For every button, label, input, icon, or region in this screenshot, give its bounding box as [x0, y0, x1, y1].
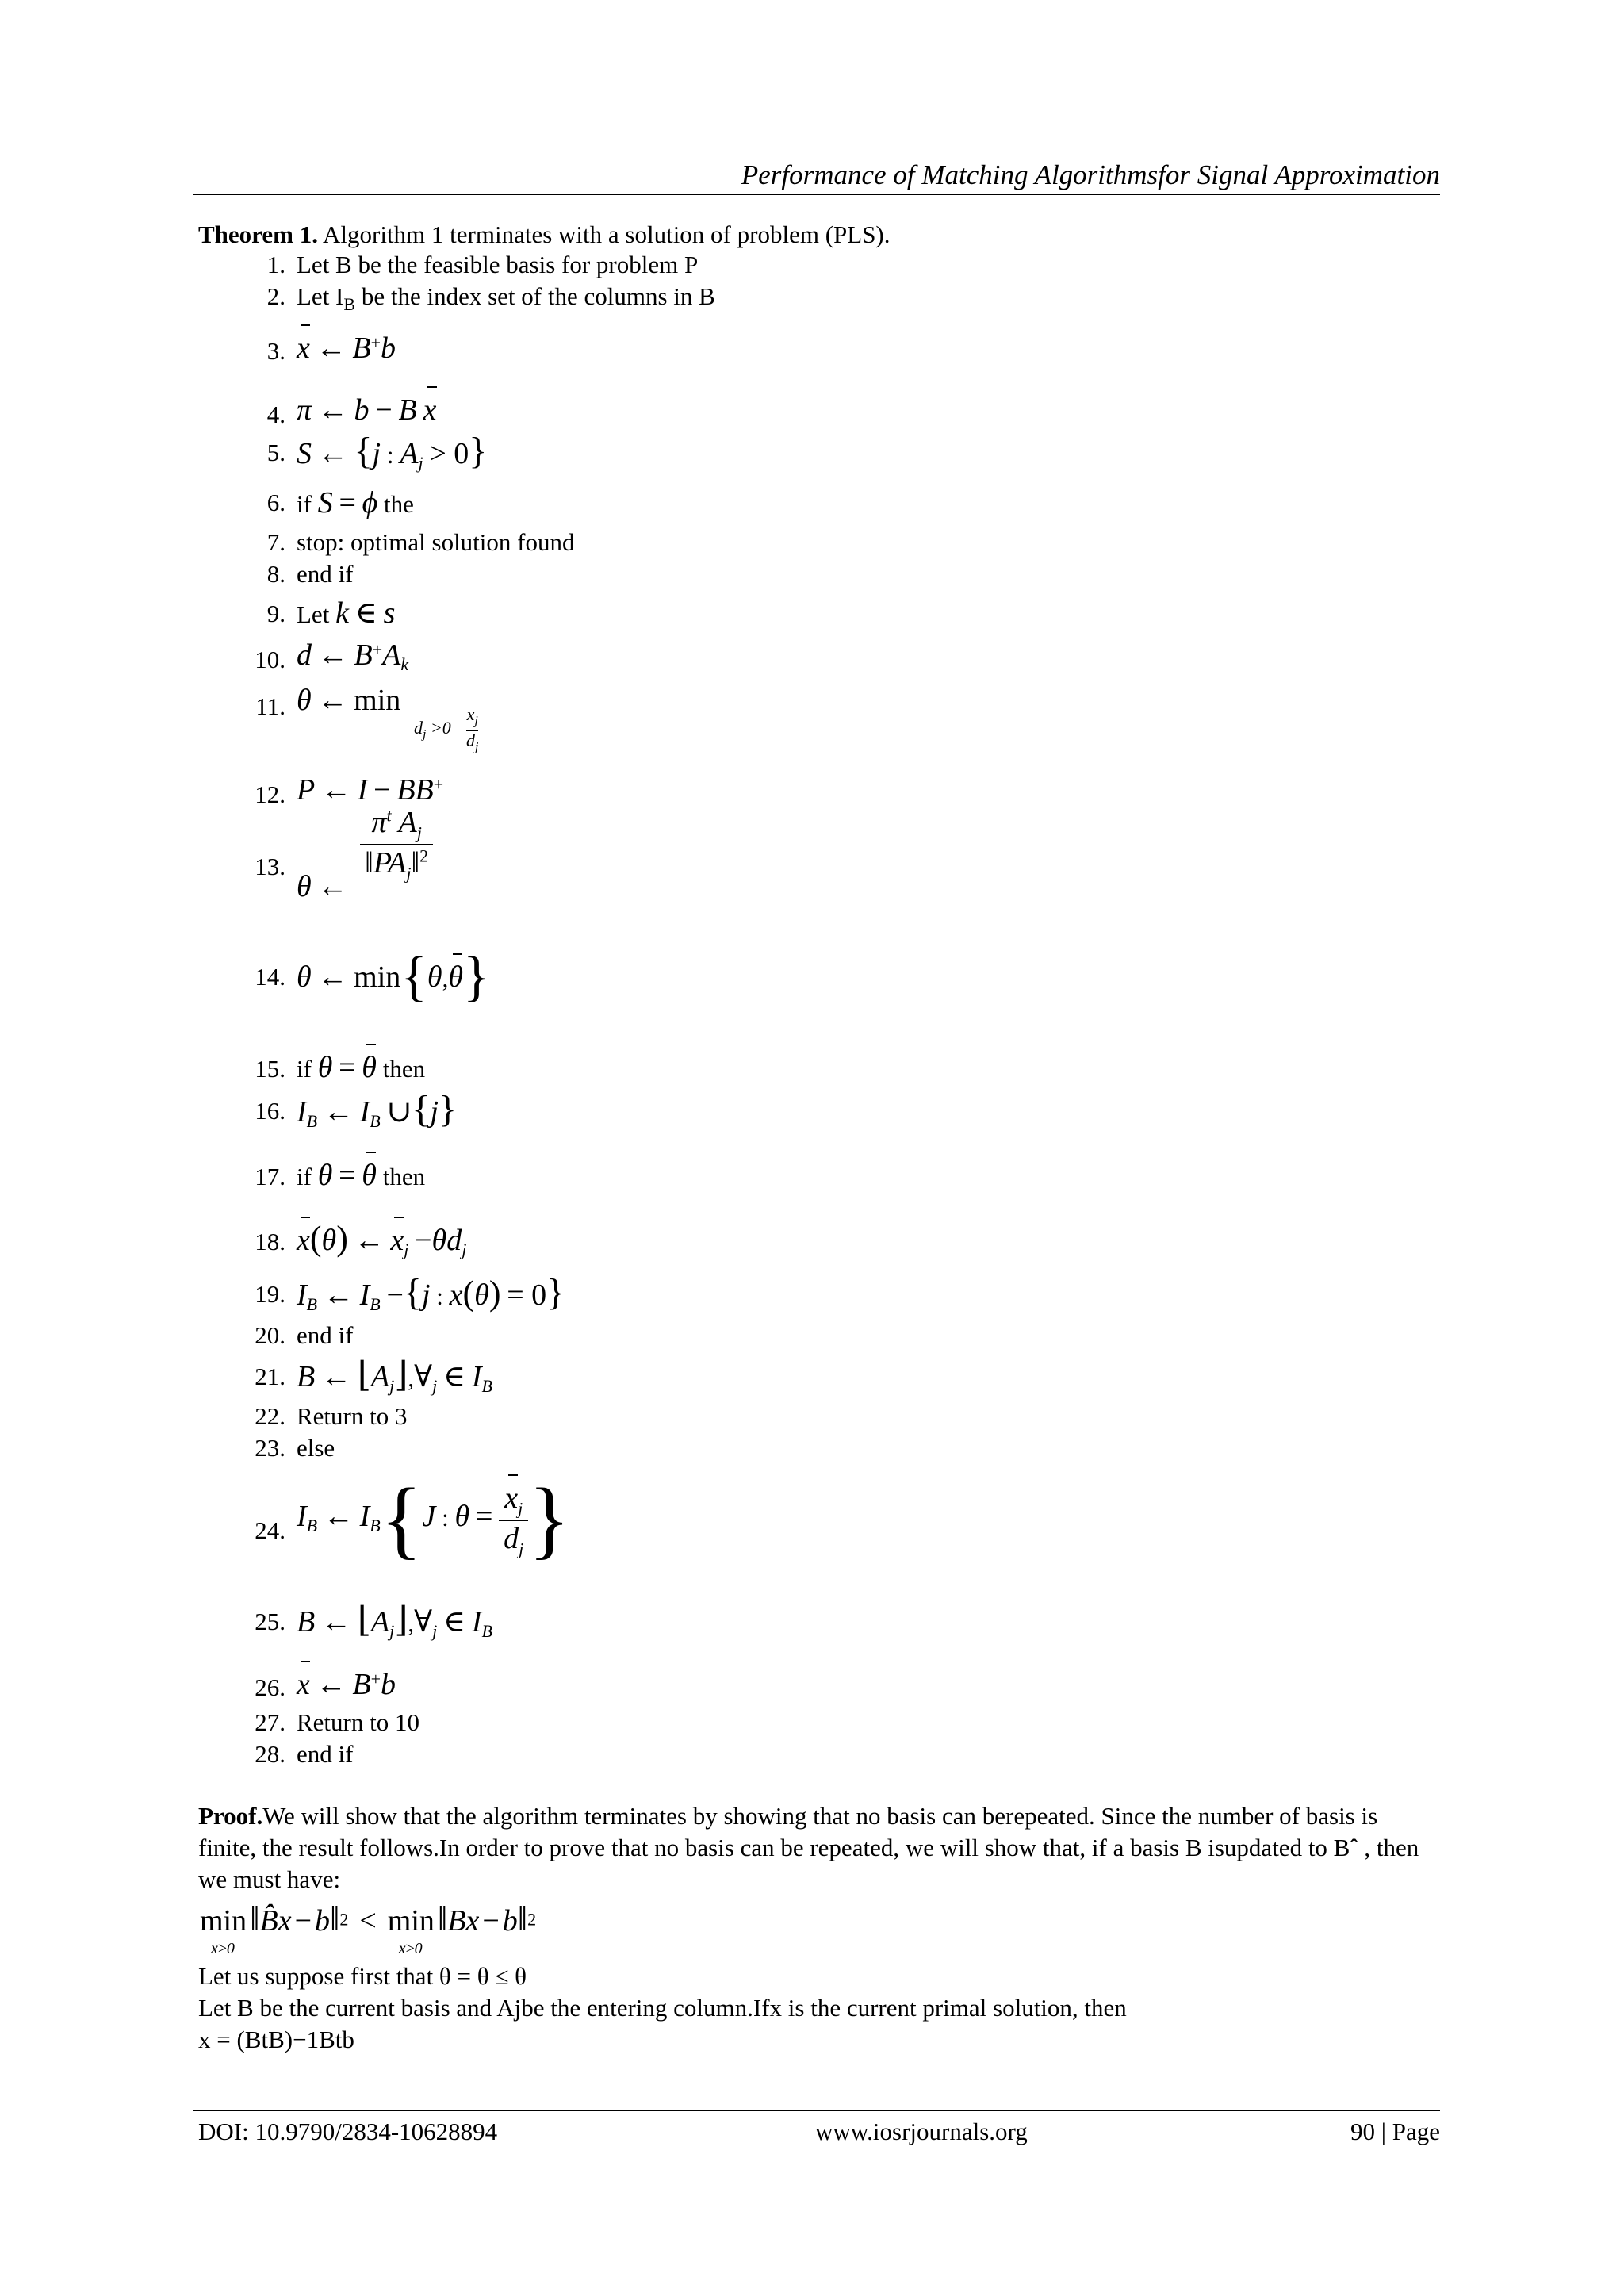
- proof-line-4: x = (BtB)−1Btb: [198, 2026, 354, 2053]
- step-number: 15.: [255, 1055, 285, 1083]
- theorem-statement: [198, 219, 891, 251]
- footer-rule: [193, 2110, 1440, 2111]
- header-rule: [193, 194, 1440, 195]
- step-text: if S = ϕ the: [297, 486, 414, 519]
- step-text-post: then: [376, 1055, 426, 1083]
- step-text: end if: [297, 560, 354, 588]
- step-text-post: be the index set of the columns in B: [355, 282, 715, 310]
- step-number: 22.: [255, 1402, 285, 1430]
- step-formula: π ← b − B x: [297, 393, 437, 427]
- step-number: 7.: [266, 528, 285, 556]
- step-number: 8.: [266, 560, 285, 588]
- step-formula: $I_B$ ← $I_B\{J$ : θ = $\frac{x_j}{d_j}$ }: [297, 1470, 571, 1567]
- proof-line-2: Let us suppose first that θ = θ ≤ θ: [198, 1962, 527, 1990]
- step-number: 26.: [255, 1673, 285, 1701]
- step-text-pre: if: [297, 1163, 318, 1190]
- step-text-pre: Let: [297, 600, 336, 628]
- step-formula: x ← B+b: [297, 332, 396, 365]
- step-number: 1.: [266, 251, 285, 278]
- step-number: 18.: [255, 1228, 285, 1255]
- proof-text: We will show that the algorithm terminates by showing that no basis can berepeated. Since the number of basis is finite, the result follows.In order to prove that no basis can be repeated, we will show that, if a basis B isupdated to Bˆ , then we must have:: [198, 1802, 1419, 1893]
- step-text: Return to 3: [297, 1402, 408, 1430]
- step-number: 13.: [255, 853, 285, 880]
- step-number: 14.: [255, 963, 285, 991]
- step-text: [297, 282, 715, 315]
- step-number: 21.: [255, 1363, 285, 1390]
- proof-paragraph: [198, 1800, 1442, 1895]
- step-formula: B ← $⌊A_j⌋,\forall_j$ ∈ $I_B$: [297, 1600, 492, 1642]
- proof-line-3: Let B be the current basis and Ajbe the entering column.Ifx is the current primal solution, then: [198, 1994, 1127, 2022]
- step-text-sub: B: [343, 294, 356, 315]
- step-formula: P ← I − BB+: [297, 773, 444, 807]
- step-number: 4.: [266, 401, 285, 428]
- step-formula: $I_B$ ← $I_B$ ∪{j}: [297, 1088, 457, 1132]
- proof-label: Proof.: [198, 1802, 263, 1830]
- step-number: 11.: [255, 692, 285, 720]
- step-number: 27.: [255, 1708, 285, 1736]
- step-number: 24.: [255, 1516, 285, 1544]
- step-formula: $I_B$ ← $I_B -\{j$ : x(θ) = 0}: [297, 1271, 565, 1315]
- step-number: 19.: [255, 1280, 285, 1308]
- step-text: Let k ∈ s: [297, 596, 396, 630]
- step-text: Let B be the feasible basis for problem P: [297, 251, 699, 278]
- running-header: Performance of Matching Algorithmsfor Signal Approximation: [741, 159, 1440, 190]
- step-formula: x(θ) ← $x_j -\theta d_j$: [297, 1219, 467, 1260]
- step-text-pre: Let I: [297, 282, 344, 310]
- step-formula: B ← $⌊A_j⌋,\forall_j$ ∈ $I_B$: [297, 1355, 492, 1397]
- step-number: 6.: [266, 489, 285, 516]
- footer-website: www.iosrjournals.org: [815, 2118, 1028, 2145]
- step-text: if θ = θ then: [297, 1051, 426, 1084]
- step-number: 2.: [266, 282, 285, 310]
- step-number: 20.: [255, 1321, 285, 1349]
- footer-page-number: 90 | Page: [1350, 2118, 1440, 2145]
- step-text: stop: optimal solution found: [297, 528, 575, 556]
- step-formula: x ← B+b: [297, 1668, 396, 1701]
- footer-doi: DOI: 10.9790/2834-10628894: [198, 2118, 498, 2145]
- step-formula: S ← {j : $A_j > 0$}: [297, 430, 488, 473]
- proof-inequality: min x≥0 ‖B̂x − b‖$^2$ < min x≥0 ‖Bx − b‖$^2$: [200, 1899, 537, 1957]
- step-number: 12.: [255, 780, 285, 808]
- step-formula: d ← $B^+A_k$: [297, 638, 409, 675]
- theorem-label: Theorem 1.: [198, 220, 318, 248]
- step-number: 16.: [255, 1097, 285, 1125]
- step-text-pre: if: [297, 490, 318, 518]
- step-text-post: then: [376, 1163, 426, 1190]
- theorem-text: Algorithm 1 terminates with a solution of problem (PLS).: [317, 220, 891, 248]
- step-text: else: [297, 1434, 335, 1462]
- step-number: 10.: [255, 646, 285, 673]
- step-number: 3.: [266, 337, 285, 365]
- step-number: 23.: [255, 1434, 285, 1462]
- step-text: end if: [297, 1740, 354, 1768]
- step-number: 17.: [255, 1163, 285, 1190]
- step-text: end if: [297, 1321, 354, 1349]
- step-text: Return to 10: [297, 1708, 419, 1736]
- step-text-post: the: [377, 490, 414, 518]
- step-formula: θ ← $\frac{\pi^t A_j}{‖PA_j‖^2}$: [297, 805, 433, 884]
- step-text-pre: if: [297, 1055, 318, 1083]
- step-number: 5.: [266, 439, 285, 466]
- step-text: if θ = θ then: [297, 1159, 426, 1192]
- step-formula: θ ← min{θ,θ}: [297, 946, 490, 1007]
- step-number: 9.: [266, 600, 285, 627]
- step-formula: θ ← min $d_j >0$ $x_j$ $d_j$: [297, 684, 479, 754]
- step-number: 28.: [255, 1740, 285, 1768]
- step-number: 25.: [255, 1608, 285, 1635]
